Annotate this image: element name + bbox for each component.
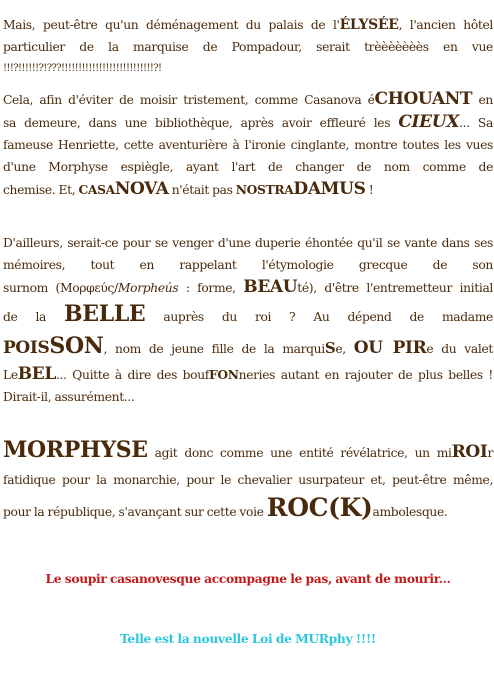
text: : forme, [178, 281, 244, 295]
text: ... Sa [459, 116, 493, 130]
p4-line-1 [3, 434, 493, 469]
red-line: Le soupir casanovesque accompagne le pas, avant de mourir... [45, 571, 451, 586]
text: en [472, 93, 494, 107]
p3-line-6 [3, 363, 493, 386]
text: sa demeure, dans une bibliothèque, après avoir effleuré les [3, 116, 399, 130]
text: agit donc comme une entité révélatrice, un mi [147, 446, 452, 460]
emphasis: DAMUS [293, 179, 366, 199]
text: pour la république, s'avançant sur cette voie [3, 505, 267, 519]
p1-line-1 [3, 14, 493, 36]
text: n'était pas [168, 183, 236, 197]
emphasis: MORPHYSE [3, 437, 148, 463]
text: ambolesque. [372, 505, 448, 519]
p2-line-1 [3, 88, 493, 111]
p3-line-7: Dirait-il, assurément... [3, 390, 135, 404]
emphasis: OU PIR [353, 338, 427, 358]
emphasis: FON [209, 367, 239, 382]
p3-line-2: mémoires, tout en rappelant l'étymologie grecque de son [3, 258, 493, 272]
text: de la [3, 310, 65, 324]
p2-line-5 [3, 178, 493, 201]
emphasis: NOSTRA [235, 182, 294, 197]
emphasis: BELLE [64, 301, 146, 327]
emphasis: S [324, 339, 336, 357]
text: Morpheús [117, 281, 179, 295]
text: e, [335, 342, 354, 356]
p2-line-3: fameuse Henriette, cette aventurière à l'ironie cinglante, montre toutes les vues [3, 138, 493, 152]
emphasis: BEAU [243, 277, 298, 297]
p4-line-3 [3, 491, 493, 529]
emphasis: ROI [451, 442, 488, 462]
p1-line-3: !!!?!!!!!!?!???!!!!!!!!!!!!!!!!!!!!!!!!!!!?! [3, 63, 162, 74]
text: té), d'être l'entremetteur initial [297, 281, 494, 295]
cyan-line: Telle est la nouvelle Loi de MURphy !!!! [120, 631, 376, 646]
paragraph-4 [3, 434, 493, 529]
emphasis: CHOUANT [374, 89, 473, 109]
emphasis: BEL [17, 364, 56, 384]
emphasis: NOVA [114, 179, 169, 199]
text: r [487, 446, 493, 460]
text: surnom (Μορφεύς/ [3, 281, 118, 295]
emphasis: SON [49, 333, 104, 359]
text: ! [365, 183, 374, 197]
p2-line-2 [3, 111, 493, 134]
text: Cela, afin d'éviter de moisir tristement, comme Casanova é [3, 93, 375, 107]
p3-line-1: D'ailleurs, serait-ce pour se venger d'une duperie éhontée qu'il se vante dans ses [3, 236, 493, 250]
p3-line-4 [3, 299, 493, 332]
text: chemise. Et, [3, 183, 79, 197]
paragraph-1 [3, 14, 493, 80]
text: , l'ancien hôtel [398, 18, 493, 32]
emphasis: POIS [3, 338, 50, 358]
text: ... Quitte à dire des bouf [55, 368, 209, 382]
text: Le [3, 368, 18, 382]
p1-line-2: particulier de la marquise de Pompadour, serait trèèèèèèès en vue [3, 40, 493, 54]
footer-red [3, 568, 493, 590]
emphasis: CIEUX [398, 112, 460, 132]
emphasis: ÉLYSÉE [339, 17, 399, 33]
paragraph-3 [3, 232, 493, 408]
emphasis: CASA [78, 182, 115, 197]
text: auprès du roi ? Au dépend de madame [145, 310, 493, 324]
paragraph-2 [3, 88, 493, 201]
text: neries autant en rajouter de plus belles ! [238, 368, 493, 382]
p3-line-3 [3, 276, 493, 299]
emphasis: ROC(K) [266, 493, 373, 522]
text: e du valet [426, 342, 493, 356]
text: Mais, peut-être qu'un déménagement du palais de l' [3, 18, 340, 32]
p4-line-2: fatidique pour la monarchie, pour le chevalier usurpateur et, peut-être même, [3, 473, 493, 487]
p2-line-4: d'une Morphyse espiègle, ayant l'art de changer de nom comme de [3, 160, 493, 174]
text: , nom de jeune fille de la marqui [103, 342, 325, 356]
p3-line-5 [3, 332, 493, 363]
footer-cyan [3, 628, 493, 650]
